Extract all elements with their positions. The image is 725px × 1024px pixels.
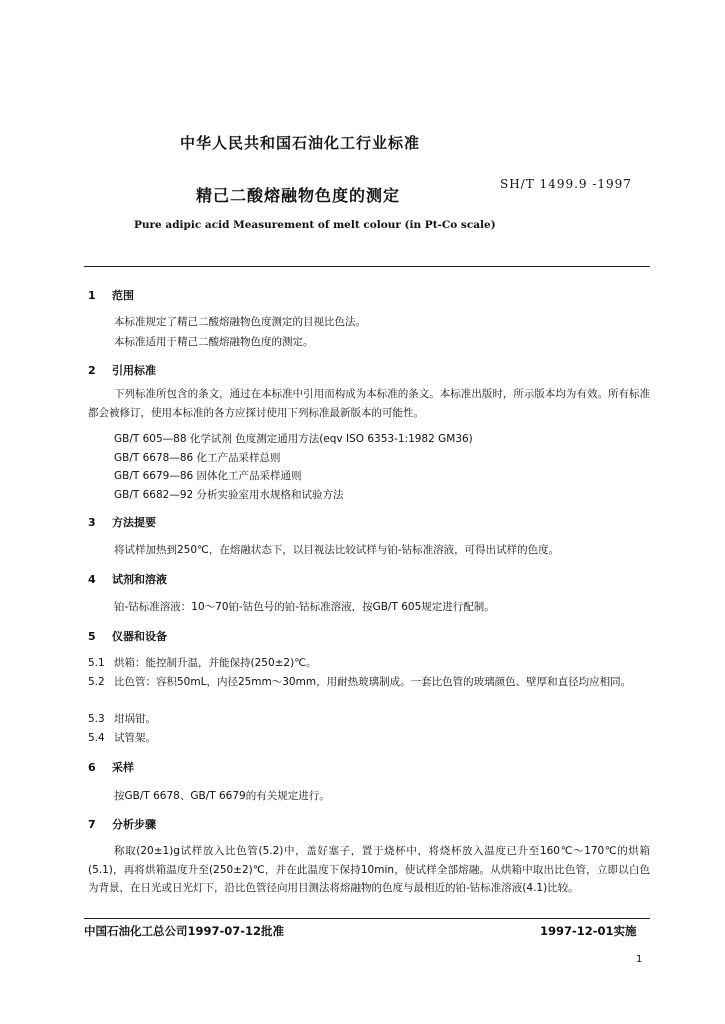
item-number: 5.4 bbox=[88, 732, 105, 744]
section-number: 4 bbox=[88, 573, 96, 586]
section-title: 试剂和溶液 bbox=[112, 573, 167, 586]
footer-divider bbox=[84, 918, 650, 919]
reference-standard: GB/T 6679—86 固体化工产品采样通则 bbox=[114, 470, 302, 482]
page-number: 1 bbox=[636, 954, 643, 965]
reference-standard: GB/T 6678—86 化工产品采样总则 bbox=[114, 452, 281, 464]
item-text: 试管架。 bbox=[114, 732, 156, 744]
item-5-3 bbox=[88, 711, 156, 726]
section-1-line-2: 本标准适用于精己二酸熔融物色度的测定。 bbox=[114, 336, 314, 348]
section-number: 1 bbox=[88, 289, 96, 302]
item-text: 烘箱：能控制升温，并能保持(250±2)℃。 bbox=[114, 657, 317, 669]
section-title: 采样 bbox=[112, 761, 134, 774]
section-number: 2 bbox=[88, 364, 96, 377]
document-title: 精己二酸熔融物色度的测定 bbox=[196, 186, 401, 205]
implementation-date: 1997-12-01实施 bbox=[540, 924, 637, 938]
item-text: 比色管：容积50mL，内径25mm～30mm，用耐热玻璃制成。一套比色管的玻璃颜色、壁厚和直径均应相同。 bbox=[114, 676, 632, 688]
section-title: 范围 bbox=[112, 289, 134, 302]
section-title: 分析步骤 bbox=[112, 818, 156, 831]
section-number: 3 bbox=[88, 516, 96, 529]
section-6-heading bbox=[88, 759, 134, 775]
section-3-text: 将试样加热到250℃，在熔融状态下，以目视法比较试样与铂-钴标准溶液，可得出试样的色度。 bbox=[114, 544, 560, 556]
section-title: 引用标准 bbox=[112, 364, 156, 377]
section-title: 仪器和设备 bbox=[112, 630, 167, 643]
section-1-heading bbox=[88, 287, 134, 303]
standard-code: SH/T 1499.9 -1997 bbox=[500, 177, 632, 191]
english-title: Pure adipic acid Measurement of melt colour (in Pt-Co scale) bbox=[134, 219, 496, 231]
section-4-text: 铂-钴标准溶液：10～70铂-钴色号的铂-钴标准溶液，按GB/T 605规定进行配制。 bbox=[114, 601, 495, 613]
section-6-text: 按GB/T 6678、GB/T 6679的有关规定进行。 bbox=[114, 790, 330, 802]
item-5-2 bbox=[88, 673, 650, 691]
item-number: 5.1 bbox=[88, 657, 105, 669]
section-7-text: 称取(20±1)g试样放入比色管(5.2)中，盖好塞子，置于烧杯中，将烧杯放入温度已升至160℃～170℃的烘箱(5.1)，再将烘箱温度升至(250±2)℃，并在此温度下保持10min，使试样全部熔融。从烘箱中取出比色管，立即以白色为背景，在日光或日光灯下，沿比色管径向用目测法将熔融物的色度与最相近的铂-钴标准溶液(4.1)比较。 bbox=[88, 845, 650, 894]
section-2-intro: 下列标准所包含的条文，通过在本标准中引用而构成为本标准的条文。本标准出版时，所示版本均为有效。所有标准都会被修订，使用本标准的各方应探讨使用下列标准最新版本的可能性。 bbox=[88, 388, 650, 419]
item-5-4 bbox=[88, 730, 156, 745]
standard-organization: 中华人民共和国石油化工行业标准 bbox=[180, 134, 421, 152]
item-text: 坩埚钳。 bbox=[114, 713, 156, 725]
item-number: 5.2 bbox=[88, 676, 105, 688]
header-divider bbox=[84, 266, 650, 267]
section-1-line-1: 本标准规定了精己二酸熔融物色度测定的目视比色法。 bbox=[114, 316, 366, 328]
reference-standard: GB/T 6682—92 分析实验室用水规格和试验方法 bbox=[114, 489, 344, 501]
section-4-heading bbox=[88, 571, 167, 587]
reference-standard: GB/T 605—88 化学试剂 色度测定通用方法(eqv ISO 6353-1:1982 GM36) bbox=[114, 433, 473, 445]
section-3-heading bbox=[88, 514, 156, 530]
section-2-heading bbox=[88, 362, 156, 378]
section-number: 5 bbox=[88, 630, 96, 643]
section-number: 7 bbox=[88, 818, 96, 831]
item-5-1 bbox=[88, 655, 317, 670]
section-title: 方法提要 bbox=[112, 516, 156, 529]
section-5-heading bbox=[88, 628, 167, 644]
item-number: 5.3 bbox=[88, 713, 105, 725]
approval-date: 中国石油化工总公司1997-07-12批准 bbox=[84, 924, 285, 938]
section-7-heading bbox=[88, 816, 156, 832]
section-number: 6 bbox=[88, 761, 96, 774]
